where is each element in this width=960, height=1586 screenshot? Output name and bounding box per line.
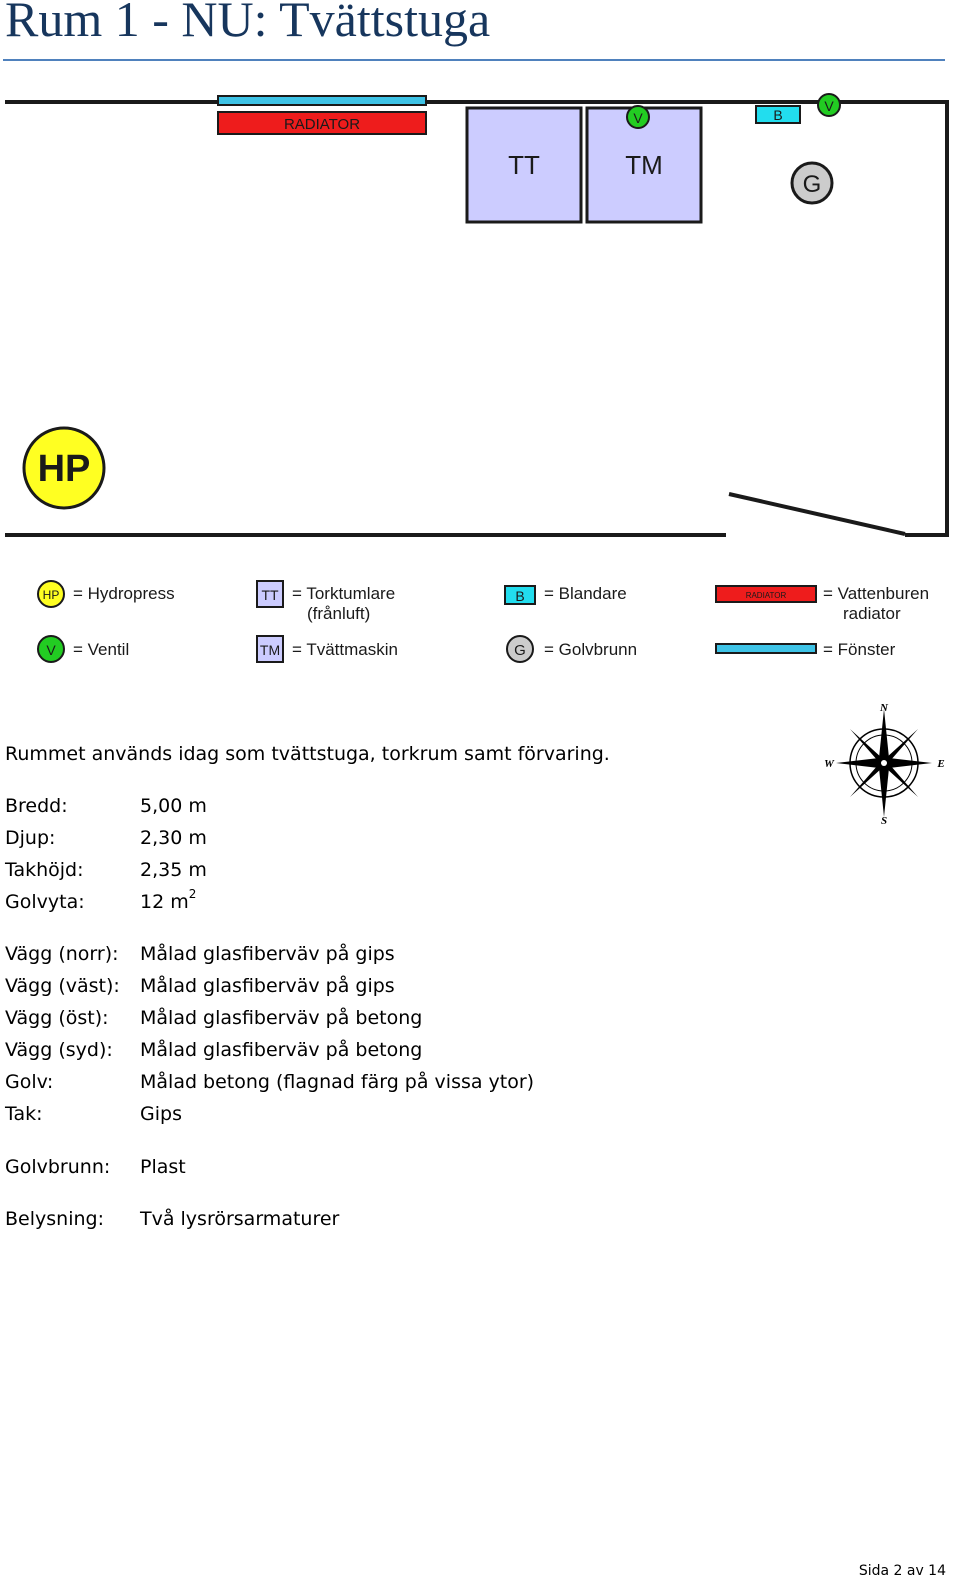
drain-value: Plast <box>140 1156 186 1178</box>
radiator-label: RADIATOR <box>283 116 361 133</box>
lighting-label: Belysning: <box>5 1208 104 1230</box>
room-description: Rummet används idag som tvättstuga, torkrum samt förvaring. <box>5 743 610 765</box>
legend-text-line2: radiator <box>843 604 901 623</box>
surface-label: Golv: <box>5 1071 54 1093</box>
valve-label: V <box>824 98 834 114</box>
title-divider <box>3 59 945 61</box>
compass-north: N <box>880 703 888 714</box>
area-value: 12 m <box>140 891 189 913</box>
surface-value: Målad glasfiberväv på betong <box>140 1007 423 1029</box>
legend-text: = Torktumlare <box>292 584 396 603</box>
dimension-value: 5,00 m <box>140 795 207 817</box>
valve-label: V <box>633 110 643 126</box>
dimension-label: Takhöjd: <box>5 859 84 881</box>
surface-value: Målad glasfiberväv på gips <box>140 943 395 965</box>
legend-symbol: V <box>46 642 56 658</box>
legend-text: = Ventil <box>73 640 130 659</box>
dimension-value <box>140 887 197 913</box>
surface-value: Gips <box>140 1103 182 1125</box>
surface-label: Vägg (norr): <box>5 943 119 965</box>
dryer-tt-label: TT <box>508 150 540 180</box>
legend-symbol: RADIATOR <box>745 591 787 600</box>
surface-value: Målad betong (flagnad färg på vissa ytor) <box>140 1071 535 1093</box>
compass-west: W <box>824 758 834 770</box>
legend-text: = Fönster <box>823 640 896 659</box>
dimension-label: Bredd: <box>5 795 68 817</box>
legend-symbol: G <box>514 642 526 659</box>
compass-south: S <box>880 815 888 827</box>
area-superscript: 2 <box>188 887 197 901</box>
legend-symbol: HP <box>42 588 60 602</box>
compass-east: E <box>937 758 945 770</box>
legend-text: = Hydropress <box>73 584 175 603</box>
surface-label: Vägg (väst): <box>5 975 120 997</box>
drain-label: Golvbrunn: <box>5 1156 111 1178</box>
window-icon <box>716 644 816 653</box>
surface-value: Målad glasfiberväv på betong <box>140 1039 423 1061</box>
dimension-value: 2,30 m <box>140 827 207 849</box>
page-title: Rum 1 - NU: Tvättstuga <box>5 0 491 47</box>
floor-drain-label: G <box>802 171 822 198</box>
legend-symbol: B <box>515 588 525 604</box>
dimension-value: 2,35 m <box>140 859 207 881</box>
hydropress-label: HP <box>37 448 91 490</box>
plan-legend <box>0 572 960 672</box>
floor-plan <box>0 88 960 548</box>
legend-text-line2: (frånluft) <box>307 604 371 623</box>
legend-symbol: TM <box>259 642 281 658</box>
mixer-label: B <box>773 107 783 123</box>
lighting-value: Två lysrörsarmaturer <box>140 1208 340 1230</box>
surface-label: Vägg (syd): <box>5 1039 113 1061</box>
dimension-label: Golvyta: <box>5 891 85 913</box>
legend-symbol: TT <box>261 587 279 603</box>
surface-label: Tak: <box>5 1103 43 1125</box>
legend-text: = Golvbrunn <box>544 640 638 659</box>
window-north <box>218 96 426 105</box>
door-opening-line <box>729 494 905 534</box>
compass-rose-icon <box>822 703 948 829</box>
washer-tm-label: TM <box>625 150 663 180</box>
surface-value: Målad glasfiberväv på gips <box>140 975 395 997</box>
surface-label: Vägg (öst): <box>5 1007 109 1029</box>
legend-text: = Vattenburen <box>823 584 930 603</box>
legend-text: = Tvättmaskin <box>292 640 398 659</box>
page-number: Sida 2 av 14 <box>858 1563 946 1579</box>
dimension-label: Djup: <box>5 827 56 849</box>
legend-text: = Blandare <box>544 584 627 603</box>
